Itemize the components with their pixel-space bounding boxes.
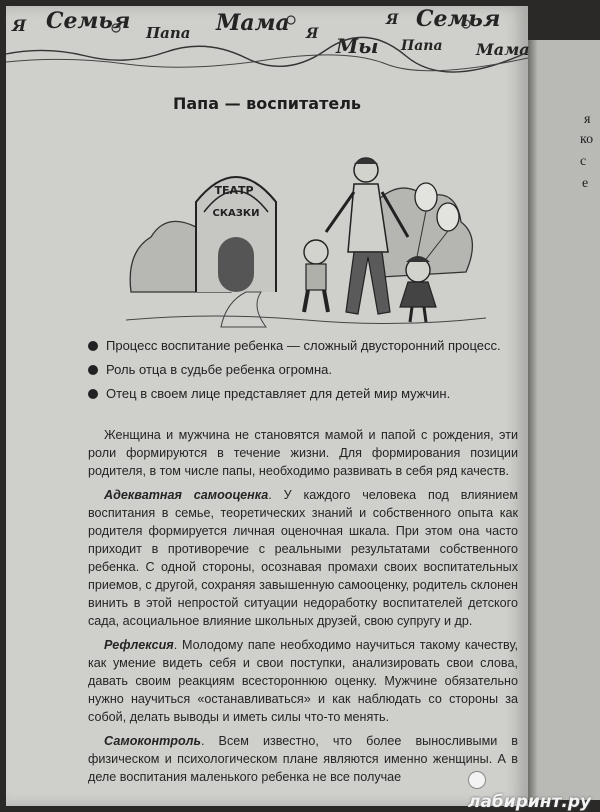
- list-item: [88, 384, 518, 404]
- list-item: [88, 336, 518, 356]
- border-word: Я: [12, 16, 27, 35]
- paragraph-text: Женщина и мужчина не становятся мамой и папой с рождения, эти роли формируются в течение жизни. Для формирования позиции родителя, в том числе папы, необходимо развивать в себя ряд качеств.: [88, 428, 518, 478]
- list-item: [88, 360, 518, 380]
- border-word: Я: [386, 12, 399, 28]
- paragraph: [88, 426, 518, 480]
- paragraph: [88, 732, 518, 786]
- page-title: Папа — воспитатель: [172, 94, 362, 113]
- paragraph-term: Самоконтроль: [104, 734, 201, 748]
- decorative-header-border: [6, 6, 528, 68]
- paragraph-term: Адекватная самооценка: [104, 488, 269, 502]
- paragraph-text: . Всем известно, что более выносливыми в физическом и психологическом плане являются именно женщины. А в деле воспитания маленького ребенка не все получае: [88, 734, 518, 784]
- paragraph-term: Рефлексия: [104, 638, 174, 652]
- border-ornament: [6, 6, 528, 68]
- border-word: Мы: [336, 34, 379, 58]
- book-gutter: [528, 40, 538, 800]
- border-word: Я: [306, 26, 319, 42]
- paragraph: [88, 486, 518, 630]
- paragraph-text: . Молодому папе необходимо научиться такому качеству, как умение видеть себя и свои поступки, анализировать свои слова, давать своим реакциям всестороннюю оценку. Мужчине обязательно нужно научиться «останавливаться» и как наблюдать со стороны за собой, делать выводы и иметь силы что-то менять.: [88, 638, 518, 724]
- illustration-dad-with-children: [126, 142, 486, 327]
- book-page: [6, 6, 592, 812]
- watermark-text: лабиринт.ру: [468, 792, 592, 812]
- border-word: Папа: [401, 38, 443, 54]
- list-item-text: Отец в своем лице представляет для детей мир мужчин.: [106, 386, 451, 401]
- theater-sign-bottom: СКАЗКИ: [212, 208, 260, 219]
- list-item-text: Роль отца в судьбе ребенка огромна.: [106, 362, 333, 377]
- key-points-list: [88, 336, 518, 408]
- paragraph-text: . У каждого человека под влиянием воспитания в семье, теоретических знаний и собственного опыта как родителя формируется личная оценочная шкала. При этом она часто приходит в противоречие с реальными результатами собственного ребенка. С одной стороны, осознавая промахи своих воспитательных приемов, с другой, сохраняя завышенную самооценку, родитель склонен винить в этой непростой ситуации недоработку воспитателей детского сада, асоциальное влияние школьных друзей, свою супругу и др.: [88, 488, 518, 628]
- border-word: Семья: [46, 8, 131, 34]
- watermark: [468, 771, 591, 812]
- facing-page: [528, 40, 600, 800]
- facing-page-fragment: е: [582, 176, 589, 191]
- border-word: Мама: [216, 10, 290, 36]
- facing-page-fragment: я: [584, 112, 591, 127]
- bullet-icon: [88, 389, 98, 399]
- border-word: Папа: [146, 24, 191, 42]
- border-word: Семья: [416, 6, 501, 32]
- facing-page-fragment: с: [580, 154, 587, 169]
- bullet-icon: [88, 365, 98, 375]
- theater-sign-top: ТЕАТР: [214, 184, 254, 197]
- list-item-text: Процесс воспитание ребенка — сложный двусторонний процесс.: [106, 338, 501, 353]
- border-word: Мама: [476, 40, 530, 59]
- labirint-logo-icon: [468, 771, 486, 789]
- paragraph: [88, 636, 518, 726]
- bullet-icon: [88, 341, 98, 351]
- facing-page-fragment: ко: [580, 132, 594, 147]
- body-text: [88, 426, 518, 792]
